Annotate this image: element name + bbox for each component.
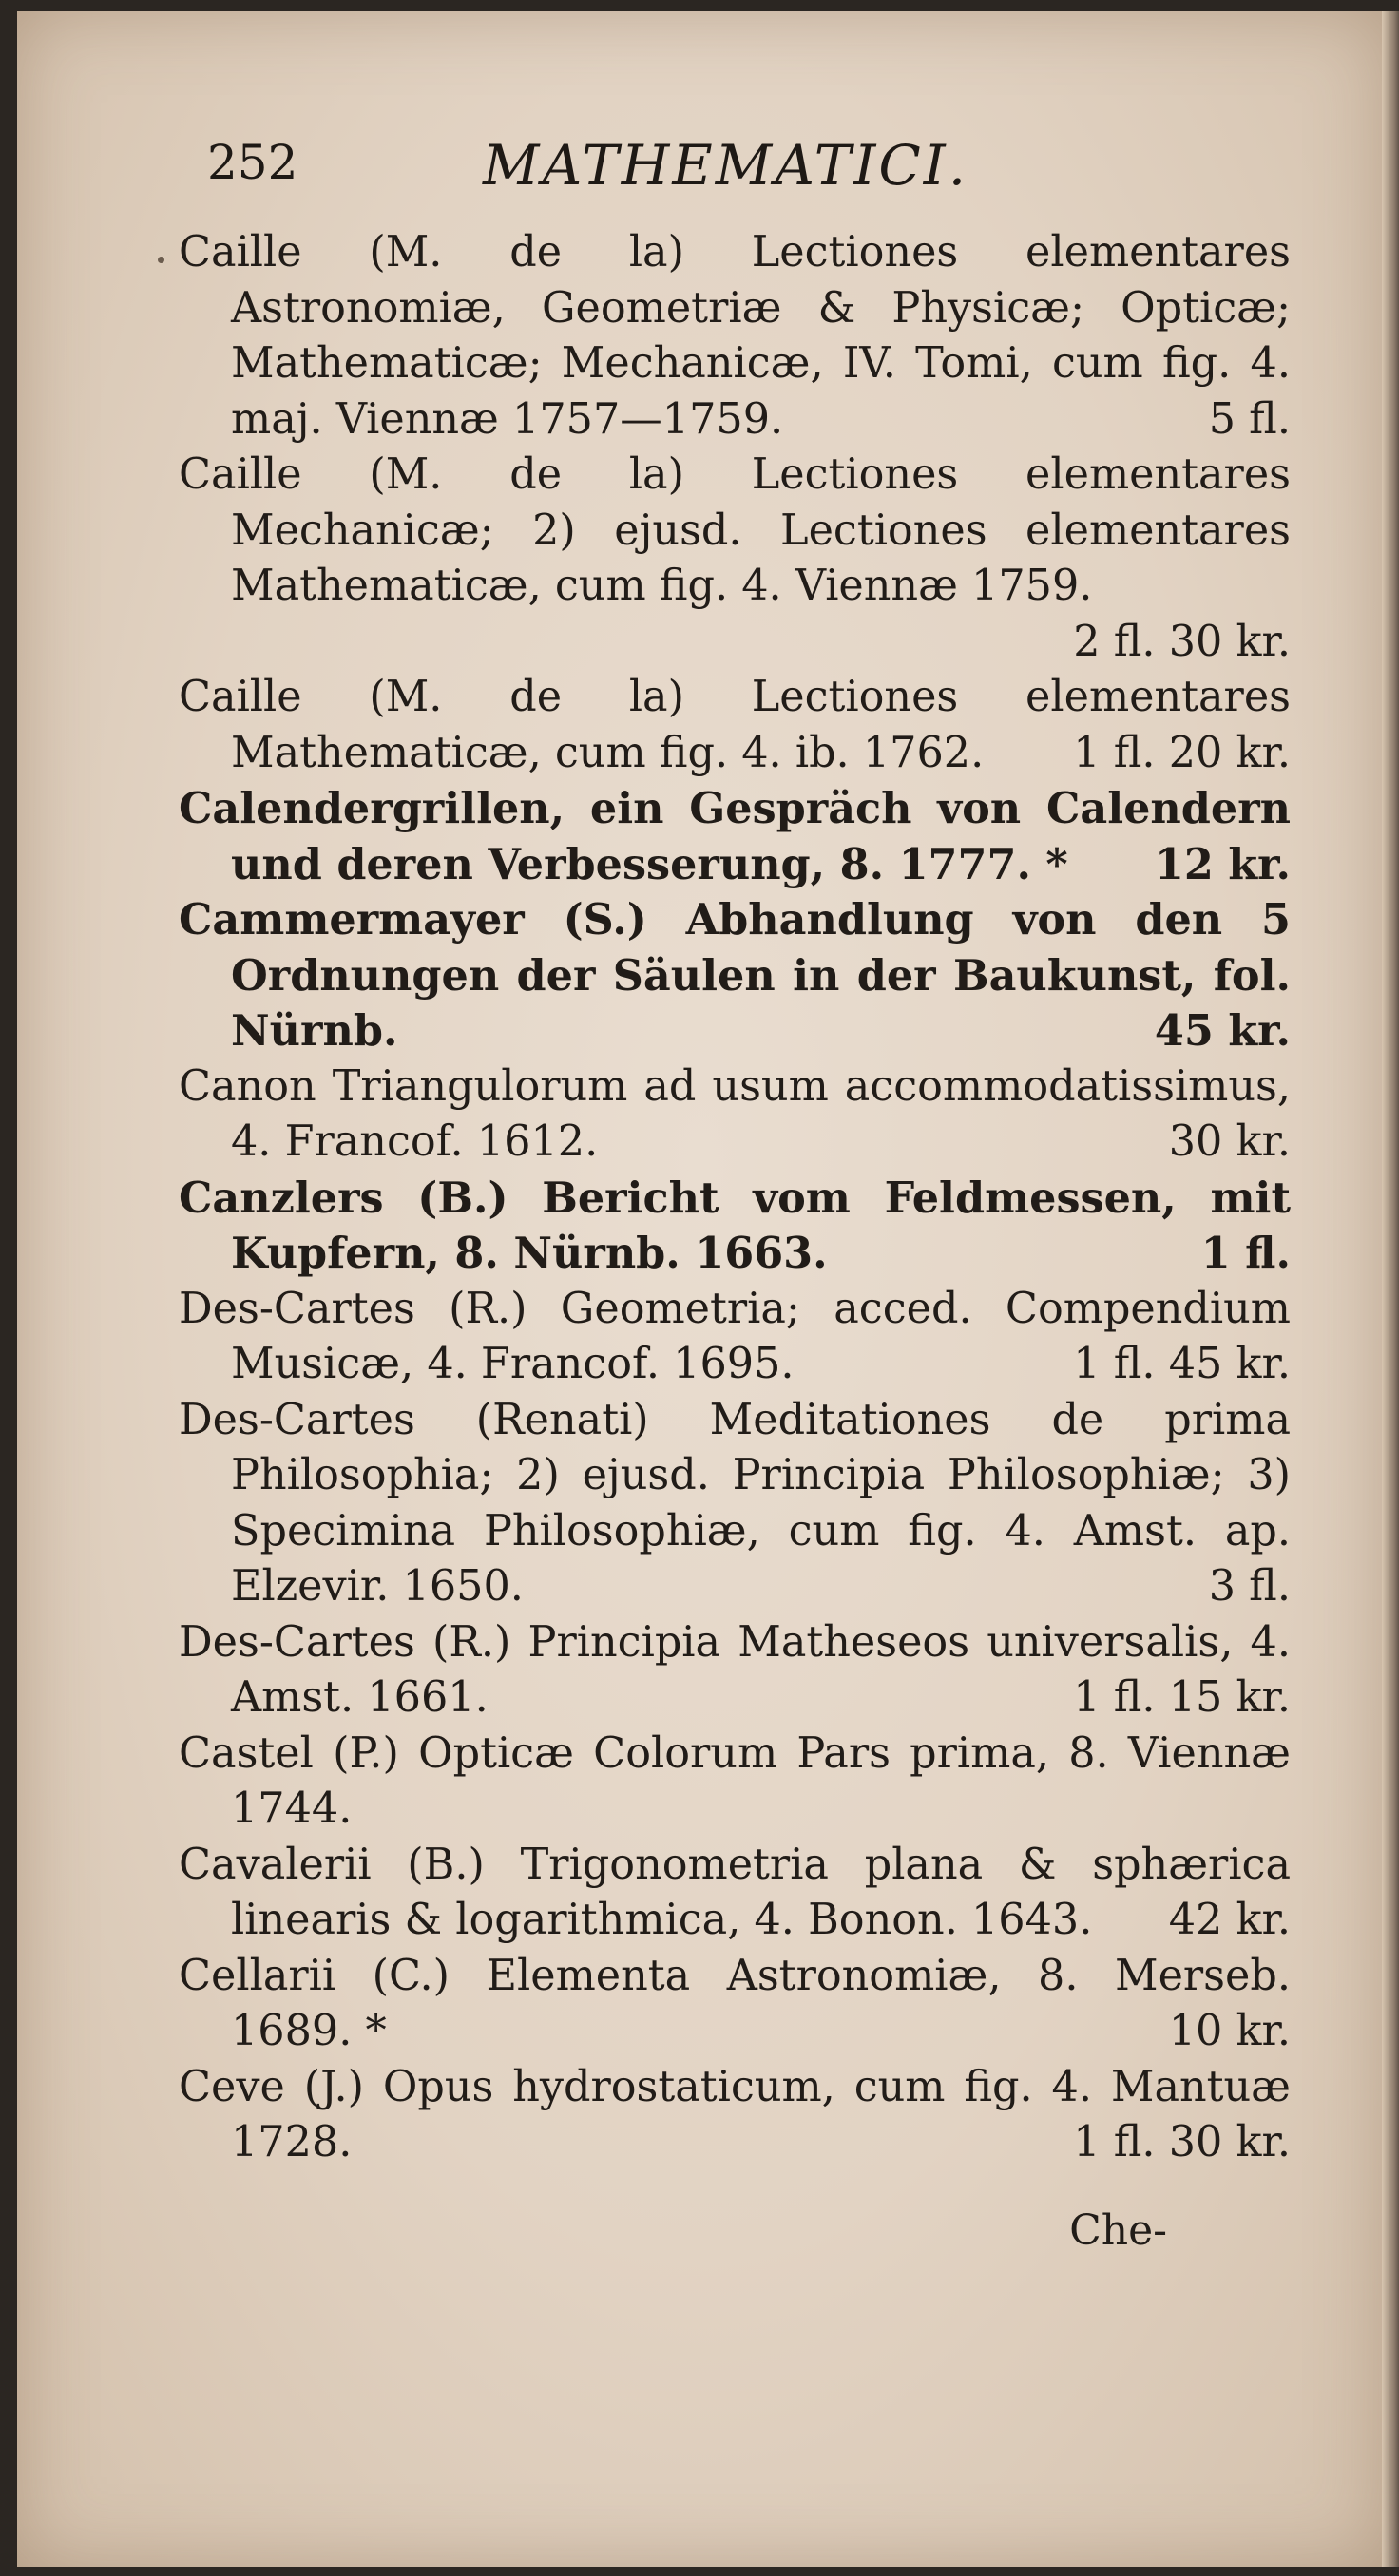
catalogue-entry: [179, 448, 1291, 670]
catalogue-entry: [179, 1393, 1291, 1615]
entry-price: 30 kr.: [1168, 1117, 1291, 1166]
catalogue-entry: [179, 1949, 1291, 2060]
book-page: [17, 11, 1386, 2567]
entry-text: Cavalerii (B.) Trigonometria plana & sphærica linearis & logarithmica, 4. Bonon. 1643.: [179, 1840, 1291, 1944]
entry-price: 2 fl. 30 kr.: [1073, 617, 1291, 666]
entry-price: 1 fl. 30 kr.: [1073, 2118, 1291, 2166]
catalogue-entries: [179, 225, 1291, 2171]
entry-price: 1 fl. 45 kr.: [1073, 1340, 1291, 1388]
catalogue-entry: [179, 1282, 1291, 1393]
entry-price: 12 kr.: [1154, 839, 1291, 889]
entry-text: Caille (M. de la) Lectiones elementares Astronomiæ, Geometriæ & Physicæ; Opticæ; Mathematicæ; Mechanicæ, IV. Tomi, cum fig. 4. maj. Viennæ 1757—1759.: [179, 228, 1291, 444]
entry-text: Canzlers (B.) Bericht vom Feldmessen, mit Kupfern, 8. Nürnb. 1663.: [179, 1173, 1291, 1278]
catchword: Che-: [1069, 2206, 1167, 2255]
entry-price: 10 kr.: [1168, 2007, 1291, 2055]
catalogue-entry: [179, 1727, 1291, 1838]
entry-text: Canon Triangulorum ad usum accommodatissimus, 4. Francof. 1612.: [179, 1061, 1291, 1166]
catalogue-entry: [179, 670, 1291, 781]
entry-price: 42 kr.: [1168, 1896, 1291, 1944]
ink-dot: [158, 257, 164, 263]
entry-text: Des-Cartes (R.) Geometria; acced. Compendium Musicæ, 4. Francof. 1695.: [179, 1284, 1291, 1388]
entry-price: 5 fl.: [1208, 394, 1291, 444]
entry-price: 1 fl. 15 kr.: [1073, 1673, 1291, 1722]
entry-price: 3 fl.: [1208, 1562, 1291, 1611]
entry-text: Ceve (J.) Opus hydrostaticum, cum fig. 4. Mantuæ 1728.: [179, 2062, 1291, 2166]
catalogue-entry: [179, 892, 1291, 1059]
entry-text: Castel (P.) Opticæ Colorum Pars prima, 8. Viennæ 1744.: [179, 1728, 1291, 1833]
entry-text: Des-Cartes (R.) Principia Matheseos universalis, 4. Amst. 1661.: [179, 1617, 1291, 1722]
page-number: 252: [207, 135, 298, 190]
catalogue-entry: [179, 2060, 1291, 2171]
entry-text: Caille (M. de la) Lectiones elementares Mathematicæ, cum fig. 4. ib. 1762.: [179, 673, 1291, 777]
catalogue-entry: [179, 1615, 1291, 1727]
page-header: [198, 125, 1272, 211]
catalogue-entry: [179, 1171, 1291, 1282]
catalogue-entry: [179, 225, 1291, 448]
entry-text: Caille (M. de la) Lectiones elementares Mechanicæ; 2) ejusd. Lectiones elementares Mathematicæ, cum fig. 4. Viennæ 1759.: [179, 450, 1291, 610]
catalogue-entry: [179, 1838, 1291, 1949]
entry-price: 1 fl.: [1200, 1229, 1291, 1278]
catalogue-entry: [179, 1059, 1291, 1171]
entry-text: Cammermayer (S.) Abhandlung von den 5 Ordnungen der Säulen in der Baukunst, fol. Nürnb.: [179, 895, 1291, 1056]
entry-text: Calendergrillen, ein Gespräch von Calendern und deren Verbesserung, 8. 1777. *: [179, 784, 1291, 889]
entry-text: Cellarii (C.) Elementa Astronomiæ, 8. Merseb. 1689. *: [179, 1951, 1291, 2055]
entry-text: Des-Cartes (Renati) Meditationes de prima Philosophia; 2) ejusd. Principia Philosophiæ; 3) Specimina Philosophiæ, cum fig. 4. Amst. ap. Elzevir. 1650.: [179, 1395, 1291, 1611]
running-title: MATHEMATICI.: [483, 133, 969, 198]
entry-price: 1 fl. 20 kr.: [1073, 728, 1291, 777]
entry-price: 45 kr.: [1154, 1006, 1291, 1056]
catalogue-entry: [179, 781, 1291, 892]
